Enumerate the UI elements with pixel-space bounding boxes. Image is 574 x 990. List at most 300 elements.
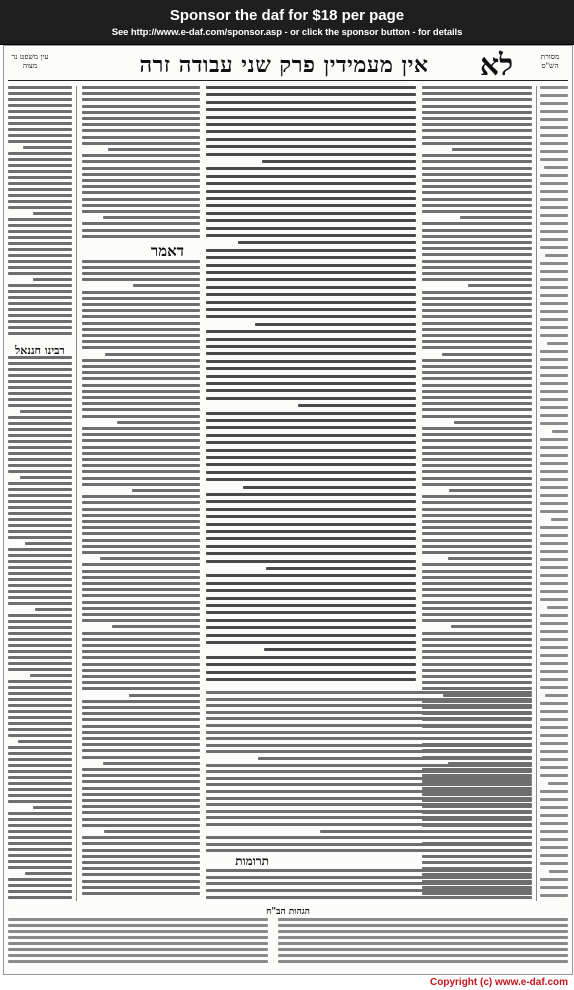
text-line	[8, 530, 72, 533]
text-line	[422, 198, 532, 201]
text-line	[540, 134, 568, 137]
text-line	[422, 532, 532, 535]
text-line	[540, 886, 568, 889]
text-line	[82, 160, 200, 163]
text-line	[206, 896, 532, 899]
text-line	[540, 398, 568, 401]
text-line	[8, 200, 72, 203]
text-line	[8, 134, 72, 137]
text-line	[540, 286, 568, 289]
text-line	[448, 557, 532, 560]
text-line	[422, 191, 532, 194]
text-line	[8, 918, 268, 921]
text-line	[8, 936, 268, 939]
text-line	[540, 686, 568, 689]
text-line	[108, 148, 200, 151]
text-line	[132, 489, 200, 492]
text-line	[8, 644, 72, 647]
text-line	[206, 426, 416, 429]
text-line	[82, 334, 200, 337]
text-line	[82, 439, 200, 442]
text-line	[206, 227, 416, 230]
text-line	[206, 330, 416, 333]
text-line	[8, 314, 72, 317]
text-line	[540, 206, 568, 209]
text-line	[82, 483, 200, 486]
text-line	[422, 452, 532, 455]
text-line	[540, 390, 568, 393]
text-line	[100, 557, 200, 560]
text-line	[8, 954, 268, 957]
rabbeinu-chananel-heading: רבינו חננאל	[15, 344, 65, 357]
text-line	[82, 446, 200, 449]
text-line	[422, 458, 532, 461]
text-line	[82, 539, 200, 542]
text-line	[422, 570, 532, 573]
text-line	[422, 241, 532, 244]
gemara-column	[206, 86, 416, 686]
text-line	[540, 414, 568, 417]
text-line	[82, 632, 200, 635]
text-line	[206, 882, 532, 885]
text-line	[540, 326, 568, 329]
text-line	[422, 508, 532, 511]
text-line	[206, 434, 416, 437]
text-line	[206, 234, 416, 237]
text-line	[8, 86, 72, 89]
text-line	[422, 377, 532, 380]
text-line	[422, 117, 532, 120]
text-line	[206, 212, 416, 215]
text-line	[422, 551, 532, 554]
text-line	[540, 198, 568, 201]
text-line	[8, 398, 72, 401]
text-line	[422, 346, 532, 349]
text-line	[206, 876, 532, 879]
text-line	[540, 110, 568, 113]
text-line	[82, 322, 200, 325]
text-line	[206, 810, 532, 813]
text-line	[540, 278, 568, 281]
text-line	[540, 446, 568, 449]
text-line	[8, 104, 72, 107]
copyright-link[interactable]: Copyright (c) www.e-daf.com	[430, 977, 568, 988]
text-line	[551, 518, 568, 521]
text-line	[206, 711, 532, 714]
text-line	[82, 359, 200, 362]
text-line	[82, 787, 200, 790]
text-line	[422, 229, 532, 232]
text-line	[82, 117, 200, 120]
text-line	[206, 419, 416, 422]
text-line	[206, 552, 416, 555]
text-line	[206, 626, 416, 629]
mishna-heading: תרומות	[235, 854, 269, 868]
text-line	[540, 358, 568, 361]
masoret-hashas-column	[540, 86, 568, 901]
text-line	[549, 870, 568, 873]
text-line	[8, 794, 72, 797]
text-line	[206, 849, 532, 852]
text-line	[422, 576, 532, 579]
text-line	[8, 308, 72, 311]
text-line	[422, 446, 532, 449]
text-line	[8, 506, 72, 509]
text-line	[8, 272, 72, 275]
text-line	[422, 470, 532, 473]
text-line	[206, 823, 532, 826]
text-line	[206, 731, 532, 734]
text-line	[82, 123, 200, 126]
text-line	[82, 92, 200, 95]
text-line	[206, 641, 416, 644]
text-line	[422, 278, 532, 281]
text-line	[82, 173, 200, 176]
text-line	[422, 681, 532, 684]
text-line	[422, 253, 532, 256]
text-line	[117, 421, 200, 424]
text-line	[452, 148, 532, 151]
text-line	[8, 924, 268, 927]
text-line	[82, 210, 200, 213]
text-line	[422, 359, 532, 362]
text-line	[206, 412, 416, 415]
tosafot-dibbur-hamatchil: דאמר	[150, 242, 184, 260]
text-line	[540, 758, 568, 761]
text-line	[82, 191, 200, 194]
text-line	[8, 290, 72, 293]
text-line	[540, 702, 568, 705]
text-line	[8, 878, 72, 881]
text-line	[422, 322, 532, 325]
text-line	[540, 622, 568, 625]
text-line	[540, 550, 568, 553]
text-line	[82, 867, 200, 870]
text-line	[540, 478, 568, 481]
text-line	[540, 734, 568, 737]
text-line	[82, 644, 200, 647]
text-line	[8, 704, 72, 707]
text-line	[33, 212, 72, 215]
text-line	[8, 698, 72, 701]
text-line	[422, 415, 532, 418]
text-line	[422, 495, 532, 498]
text-line	[422, 439, 532, 442]
text-line	[8, 812, 72, 815]
text-line	[540, 262, 568, 265]
text-line	[540, 270, 568, 273]
text-line	[82, 737, 200, 740]
text-line	[422, 303, 532, 306]
masoret-hashas-label: מסורת הש"ס	[540, 52, 560, 70]
text-line	[8, 488, 72, 491]
text-line	[206, 671, 416, 674]
text-line	[82, 520, 200, 523]
text-line	[82, 86, 200, 89]
text-line	[540, 350, 568, 353]
text-line	[8, 122, 72, 125]
text-line	[82, 619, 200, 622]
text-line	[422, 129, 532, 132]
text-line	[422, 483, 532, 486]
text-line	[540, 102, 568, 105]
text-line	[278, 948, 568, 951]
text-line	[8, 392, 72, 395]
text-line	[422, 123, 532, 126]
text-line	[422, 601, 532, 604]
text-line	[8, 374, 72, 377]
text-line	[540, 854, 568, 857]
text-line	[278, 930, 568, 933]
text-line	[422, 266, 532, 269]
text-line	[82, 179, 200, 182]
text-line	[8, 752, 72, 755]
text-line	[422, 638, 532, 641]
text-line	[8, 164, 72, 167]
text-line	[540, 614, 568, 617]
text-line	[82, 235, 200, 238]
text-line	[422, 371, 532, 374]
text-line	[8, 332, 72, 335]
text-line	[206, 500, 416, 503]
text-line	[206, 843, 532, 846]
text-line	[82, 415, 200, 418]
text-line	[82, 663, 200, 666]
sponsor-banner-title[interactable]: Sponsor the daf for $18 per page	[169, 7, 405, 24]
text-line	[206, 508, 416, 511]
text-line	[8, 446, 72, 449]
text-line	[540, 174, 568, 177]
text-line	[422, 501, 532, 504]
sponsor-banner[interactable]	[0, 0, 574, 45]
text-line	[82, 880, 200, 883]
text-line	[206, 397, 416, 400]
text-line	[422, 105, 532, 108]
text-line	[82, 551, 200, 554]
text-line	[422, 433, 532, 436]
text-line	[8, 260, 72, 263]
text-line	[82, 768, 200, 771]
hagahot-heading: הגהות הב"ח	[266, 907, 310, 917]
text-line	[545, 254, 568, 257]
text-line	[206, 86, 416, 89]
text-line	[82, 594, 200, 597]
text-line	[8, 626, 72, 629]
text-line	[540, 590, 568, 593]
text-line	[8, 380, 72, 383]
text-line	[8, 512, 72, 515]
text-line	[540, 670, 568, 673]
text-line	[422, 408, 532, 411]
text-line	[540, 654, 568, 657]
ein-mishpat-label: עין משפט נר מצוה	[11, 52, 49, 70]
text-line	[540, 494, 568, 497]
text-line	[82, 402, 200, 405]
text-line	[206, 582, 416, 585]
text-line	[206, 138, 416, 141]
text-line	[206, 389, 416, 392]
text-line	[8, 854, 72, 857]
text-line	[278, 936, 568, 939]
text-line	[206, 783, 532, 786]
text-line	[82, 129, 200, 132]
text-line	[8, 524, 72, 527]
text-line	[422, 173, 532, 176]
text-line	[82, 315, 200, 318]
text-line	[82, 371, 200, 374]
text-line	[8, 458, 72, 461]
text-line	[8, 470, 72, 473]
text-line	[540, 838, 568, 841]
text-line	[8, 536, 72, 539]
text-line	[82, 297, 200, 300]
text-line	[8, 836, 72, 839]
text-line	[422, 86, 532, 89]
text-line	[206, 744, 532, 747]
text-line	[422, 675, 532, 678]
daf-number: לא	[479, 48, 514, 83]
text-line	[82, 601, 200, 604]
text-line	[540, 814, 568, 817]
text-line	[266, 567, 416, 570]
text-line	[206, 597, 416, 600]
text-line	[82, 886, 200, 889]
text-line	[540, 294, 568, 297]
text-line	[540, 678, 568, 681]
text-line	[20, 476, 72, 479]
text-line	[8, 686, 72, 689]
text-line	[206, 219, 416, 222]
text-line	[540, 830, 568, 833]
text-line	[82, 811, 200, 814]
text-line	[8, 680, 72, 683]
text-line	[422, 210, 532, 213]
text-line	[82, 526, 200, 529]
text-line	[8, 578, 72, 581]
text-line	[35, 608, 72, 611]
text-line	[540, 766, 568, 769]
text-line	[422, 365, 532, 368]
text-line	[540, 318, 568, 321]
text-line	[540, 502, 568, 505]
text-line	[8, 302, 72, 305]
text-line	[206, 175, 416, 178]
text-line	[8, 620, 72, 623]
text-line	[25, 542, 72, 545]
text-line	[82, 588, 200, 591]
text-line	[206, 515, 416, 518]
text-line	[206, 790, 532, 793]
text-line	[82, 303, 200, 306]
text-line	[540, 750, 568, 753]
text-line	[540, 774, 568, 777]
text-line	[278, 918, 568, 921]
text-line	[540, 470, 568, 473]
text-line	[540, 710, 568, 713]
text-line	[422, 98, 532, 101]
text-line	[206, 116, 416, 119]
text-line	[206, 145, 416, 148]
text-line	[540, 406, 568, 409]
text-line	[206, 382, 416, 385]
text-line	[82, 408, 200, 411]
text-line	[278, 942, 568, 945]
text-line	[540, 158, 568, 161]
text-line	[20, 410, 72, 413]
text-line	[82, 675, 200, 678]
text-line	[206, 704, 532, 707]
text-line	[540, 438, 568, 441]
text-line	[82, 266, 200, 269]
text-line	[8, 152, 72, 155]
text-line	[540, 558, 568, 561]
text-line	[422, 297, 532, 300]
text-line	[82, 427, 200, 430]
text-line	[8, 518, 72, 521]
page-header	[4, 48, 572, 83]
text-line	[206, 537, 416, 540]
text-line	[82, 340, 200, 343]
text-line	[82, 563, 200, 566]
text-line	[8, 566, 72, 569]
text-line	[8, 182, 72, 185]
text-line	[206, 367, 416, 370]
text-line	[544, 166, 568, 169]
text-line	[82, 613, 200, 616]
text-line	[8, 656, 72, 659]
text-line	[206, 463, 416, 466]
text-line	[8, 668, 72, 671]
text-line	[82, 756, 200, 759]
text-line	[206, 777, 532, 780]
text-line	[133, 284, 200, 287]
text-line	[8, 464, 72, 467]
text-line	[206, 338, 416, 341]
text-line	[540, 574, 568, 577]
text-line	[82, 873, 200, 876]
text-line	[422, 619, 532, 622]
text-line	[8, 830, 72, 833]
text-line	[540, 534, 568, 537]
text-line	[8, 176, 72, 179]
text-line	[82, 725, 200, 728]
text-line	[206, 456, 416, 459]
text-line	[540, 462, 568, 465]
text-line	[8, 326, 72, 329]
text-line	[82, 377, 200, 380]
text-line	[8, 110, 72, 113]
text-line	[206, 278, 416, 281]
text-line	[422, 328, 532, 331]
text-line	[33, 806, 72, 809]
text-line	[422, 111, 532, 114]
text-line	[8, 758, 72, 761]
column-divider	[76, 86, 77, 901]
text-line	[206, 352, 416, 355]
text-line	[82, 136, 200, 139]
text-line	[206, 478, 416, 481]
text-line	[8, 842, 72, 845]
text-line	[206, 315, 416, 318]
tosafot-column	[82, 86, 200, 901]
text-line	[540, 374, 568, 377]
text-line	[82, 229, 200, 232]
text-line	[8, 422, 72, 425]
text-line	[422, 669, 532, 672]
text-line	[8, 602, 72, 605]
text-line	[422, 396, 532, 399]
text-line	[8, 746, 72, 749]
